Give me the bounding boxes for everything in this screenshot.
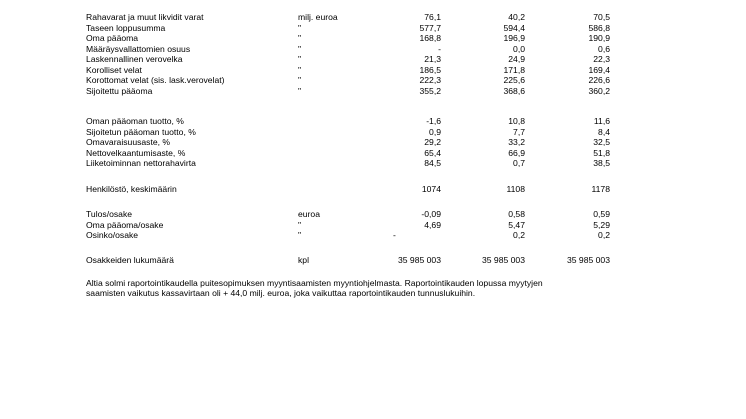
row-value-1: -1,6 bbox=[426, 116, 441, 126]
row-unit: " bbox=[298, 43, 302, 54]
row-unit: " bbox=[298, 54, 302, 64]
table-row bbox=[0, 184, 746, 194]
row-value-2: 0,58 bbox=[508, 209, 525, 219]
row-label: Liiketoiminnan nettorahavirta bbox=[86, 158, 196, 168]
row-label: Määräysvallattomien osuus bbox=[86, 43, 191, 54]
row-value-1: 222,3 bbox=[419, 75, 441, 85]
row-value-3: 32,5 bbox=[593, 137, 610, 147]
row-value-3: 226,6 bbox=[588, 75, 610, 85]
row-value-3: 51,8 bbox=[593, 147, 610, 158]
row-value-3: 586,8 bbox=[588, 22, 610, 33]
table-row bbox=[0, 54, 746, 64]
table-row bbox=[0, 12, 746, 22]
table-row bbox=[0, 230, 746, 240]
row-value-1: 186,5 bbox=[419, 64, 441, 75]
table-row bbox=[0, 116, 746, 126]
row-unit: " bbox=[298, 33, 302, 43]
row-value-2: 1108 bbox=[506, 184, 525, 194]
row-label: Oman pääoman tuotto, % bbox=[86, 116, 184, 126]
footnote-line: saamisten vaikutus kassavirtaan oli + 44,0 milj. euroa, joka vaikuttaa raportointikauden tunnuslukuihin. bbox=[86, 287, 476, 298]
row-value-3: 0,59 bbox=[593, 209, 610, 219]
row-label: Rahavarat ja muut likvidit varat bbox=[86, 12, 204, 22]
row-value-3: 22,3 bbox=[593, 54, 610, 64]
footnote-paragraph bbox=[86, 279, 646, 298]
row-label: Korottomat velat (sis. lask.verovelat) bbox=[86, 75, 225, 85]
row-label: Nettovelkaantumisaste, % bbox=[86, 147, 186, 158]
row-label: Oma pääoma/osake bbox=[86, 219, 164, 230]
table-row bbox=[0, 75, 746, 85]
row-value-2: 5,47 bbox=[508, 219, 525, 230]
row-value-1: -0,09 bbox=[421, 209, 441, 219]
row-label: Sijoitetun pääoman tuotto, % bbox=[86, 126, 196, 137]
table-row bbox=[0, 137, 746, 147]
row-label: Omavaraisuusaste, % bbox=[86, 137, 171, 147]
row-value-1: - bbox=[438, 43, 441, 54]
row-value-2: 0,0 bbox=[513, 43, 525, 54]
row-value-3: 169,4 bbox=[588, 64, 610, 75]
row-value-2: 0,2 bbox=[513, 230, 525, 240]
row-value-2: 594,4 bbox=[503, 22, 525, 33]
row-label: Osakkeiden lukumäärä bbox=[86, 255, 174, 265]
row-unit: " bbox=[298, 75, 302, 85]
row-value-3: 0,2 bbox=[598, 230, 610, 240]
row-value-2: 171,8 bbox=[503, 64, 525, 75]
row-value-1: 65,4 bbox=[424, 147, 441, 158]
row-unit: " bbox=[298, 219, 302, 230]
table-row bbox=[0, 220, 746, 230]
table-row bbox=[0, 44, 746, 54]
row-label: Tulos/osake bbox=[86, 209, 133, 219]
table-row bbox=[0, 127, 746, 137]
row-unit: euroa bbox=[298, 209, 320, 219]
row-label: Taseen loppusumma bbox=[86, 22, 166, 33]
row-value-1: 84,5 bbox=[424, 158, 441, 168]
row-unit: " bbox=[298, 230, 302, 240]
row-value-2: 0,7 bbox=[513, 158, 525, 168]
row-value-1: 4,69 bbox=[424, 219, 441, 230]
row-value-3: 360,2 bbox=[588, 85, 610, 96]
row-value-3: 5,29 bbox=[593, 219, 610, 230]
row-value-1: 21,3 bbox=[424, 54, 441, 64]
row-value-3: 35 985 003 bbox=[566, 255, 610, 265]
row-value-1: 1074 bbox=[421, 184, 441, 194]
row-value-2: 66,9 bbox=[508, 147, 525, 158]
row-unit: " bbox=[298, 85, 302, 96]
row-label: Osinko/osake bbox=[86, 230, 139, 240]
row-value-1: 355,2 bbox=[419, 85, 441, 96]
row-value-3: 8,4 bbox=[598, 126, 610, 137]
row-label: Henkilöstö, keskimäärin bbox=[86, 184, 177, 194]
row-value-3: 1178 bbox=[591, 184, 610, 194]
row-value-3: 38,5 bbox=[593, 158, 610, 168]
row-value-3: 0,6 bbox=[598, 43, 610, 54]
table-row bbox=[0, 23, 746, 33]
row-value-1: - bbox=[393, 230, 396, 240]
row-label: Oma pääoma bbox=[86, 33, 139, 43]
row-value-2: 196,9 bbox=[503, 33, 525, 43]
row-value-2: 225,6 bbox=[503, 75, 525, 85]
row-value-1: 35 985 003 bbox=[397, 255, 441, 265]
row-value-2: 33,2 bbox=[508, 137, 525, 147]
table-row bbox=[0, 86, 746, 96]
table-row bbox=[0, 209, 746, 219]
table-row bbox=[0, 158, 746, 168]
row-value-3: 70,5 bbox=[593, 12, 610, 22]
row-label: Korolliset velat bbox=[86, 64, 142, 75]
row-unit: " bbox=[298, 22, 302, 33]
table-row bbox=[0, 65, 746, 75]
table-row bbox=[0, 148, 746, 158]
row-value-2: 10,8 bbox=[508, 116, 525, 126]
row-value-2: 7,7 bbox=[513, 126, 525, 137]
row-value-3: 190,9 bbox=[588, 33, 610, 43]
row-label: Sijoitettu pääoma bbox=[86, 85, 153, 96]
row-value-2: 40,2 bbox=[508, 12, 525, 22]
footnote-line: Altia solmi raportointikaudella puitesopimuksen myyntisaamisten myyntiohjelmasta. Raportointikauden lopussa myytyjen bbox=[86, 278, 543, 288]
table-row bbox=[0, 33, 746, 43]
row-value-3: 11,6 bbox=[593, 116, 610, 126]
row-value-1: 29,2 bbox=[424, 137, 441, 147]
row-value-2: 35 985 003 bbox=[481, 255, 525, 265]
row-label: Laskennallinen verovelka bbox=[86, 54, 183, 64]
row-value-1: 168,8 bbox=[419, 33, 441, 43]
row-value-1: 76,1 bbox=[424, 12, 441, 22]
table-row bbox=[0, 255, 746, 265]
row-unit: milj. euroa bbox=[298, 12, 338, 22]
row-unit: kpl bbox=[298, 255, 309, 265]
row-value-1: 0,9 bbox=[429, 126, 441, 137]
row-unit: " bbox=[298, 64, 302, 75]
row-value-2: 24,9 bbox=[508, 54, 525, 64]
row-value-1: 577,7 bbox=[419, 22, 441, 33]
row-value-2: 368,6 bbox=[503, 85, 525, 96]
